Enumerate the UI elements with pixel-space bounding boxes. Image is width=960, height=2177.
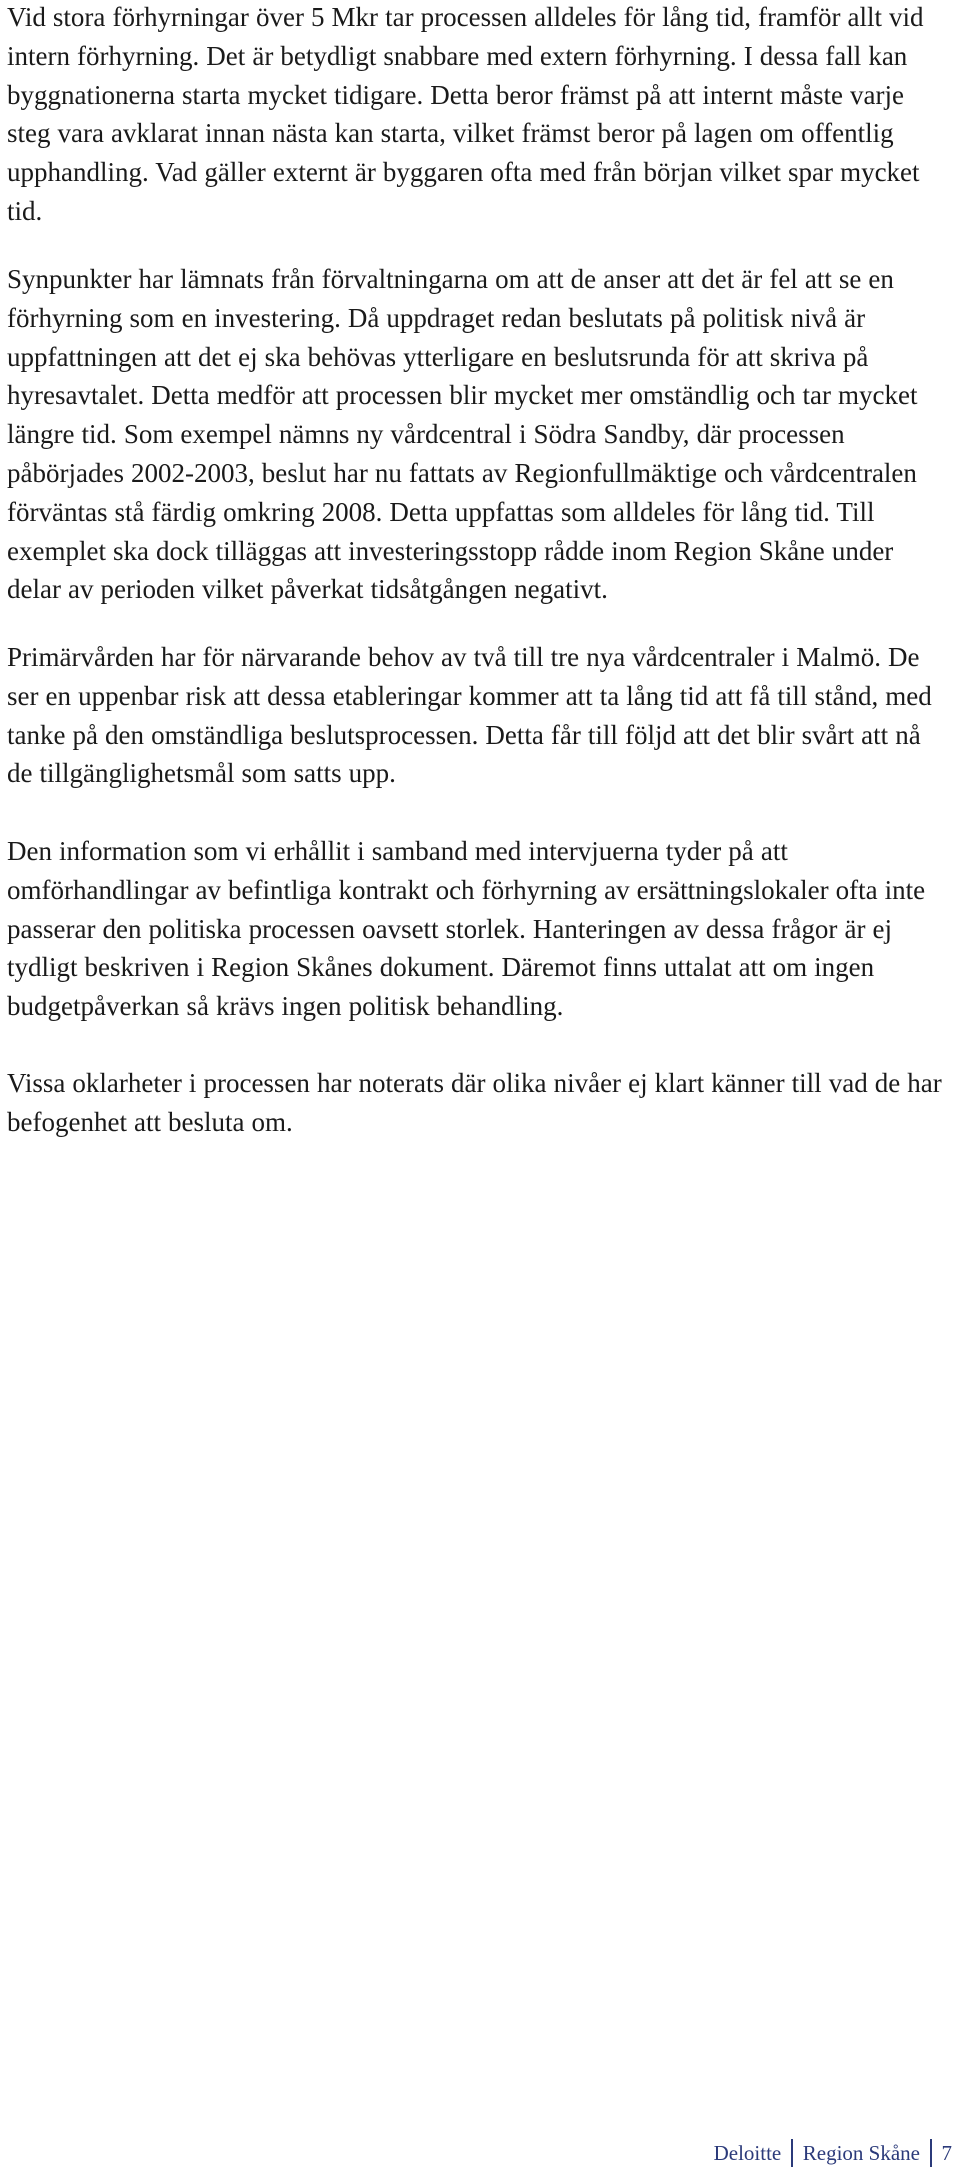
paragraph: Synpunkter har lämnats från förvaltningarna om att de anser att det är fel att se en förhyrning som en investering. Då uppdraget redan beslutats på politisk nivå är uppfattningen att det ej ska behövas ytterligare en beslutsrunda för att skriva på hyresavtalet. Detta medför att processen blir mycket mer omständlig och tar mycket längre tid. Som exempel nämns ny vårdcentral i Södra Sandby, där processen påbörjades 2002-2003, beslut har nu fattats av Regionfullmäktige och vårdcentralen förväntas stå färdig omkring 2008. Detta uppfattas som alldeles för lång tid. Till exemplet ska dock tilläggas att investeringsstopp rådde inom Region Skåne under delar av perioden vilket påverkat tidsåtgången negativt. — [7, 264, 918, 605]
page-footer — [714, 2138, 952, 2168]
paragraph: Primärvården har för närvarande behov av två till tre nya vårdcentraler i Malmö. De ser en uppenbar risk att dessa etableringar kommer att ta lång tid att få till stånd, med tanke på den omständliga beslutsprocessen. Detta får till följd att det blir svårt att nå de tillgänglighetsmål som satts upp. — [7, 642, 932, 789]
paragraph: Vid stora förhyrningar över 5 Mkr tar processen alldeles för lång tid, framför allt vid intern förhyrning. Det är betydligt snabbare med extern förhyrning. I dessa fall kan byggnationerna starta mycket tidigare. Detta beror främst på att internt måste varje steg vara avklarat innan nästa kan starta, vilket främst beror på lagen om offentlig upphandling. Vad gäller externt är byggaren ofta med från början vilket spar mycket tid. — [7, 2, 924, 226]
paragraph: Vissa oklarheter i processen har noterats där olika nivåer ej klart känner till vad de har befogenhet att besluta om. — [7, 1068, 942, 1137]
footer-divider — [791, 2139, 793, 2167]
page-number: 7 — [941, 2140, 952, 2165]
footer-client: Region Skåne — [802, 2140, 920, 2165]
footer-divider — [930, 2139, 932, 2167]
footer-company: Deloitte — [713, 2140, 782, 2165]
paragraph: Den information som vi erhållit i samband med intervjuerna tyder på att omförhandlingar av befintliga kontrakt och förhyrning av ersättningslokaler ofta inte passerar den politiska processen oavsett storlek. Hanteringen av dessa frågor är ej tydligt beskriven i Region Skånes dokument. Däremot finns uttalat att om ingen budgetpåverkan så krävs ingen politisk behandling. — [7, 836, 926, 1022]
